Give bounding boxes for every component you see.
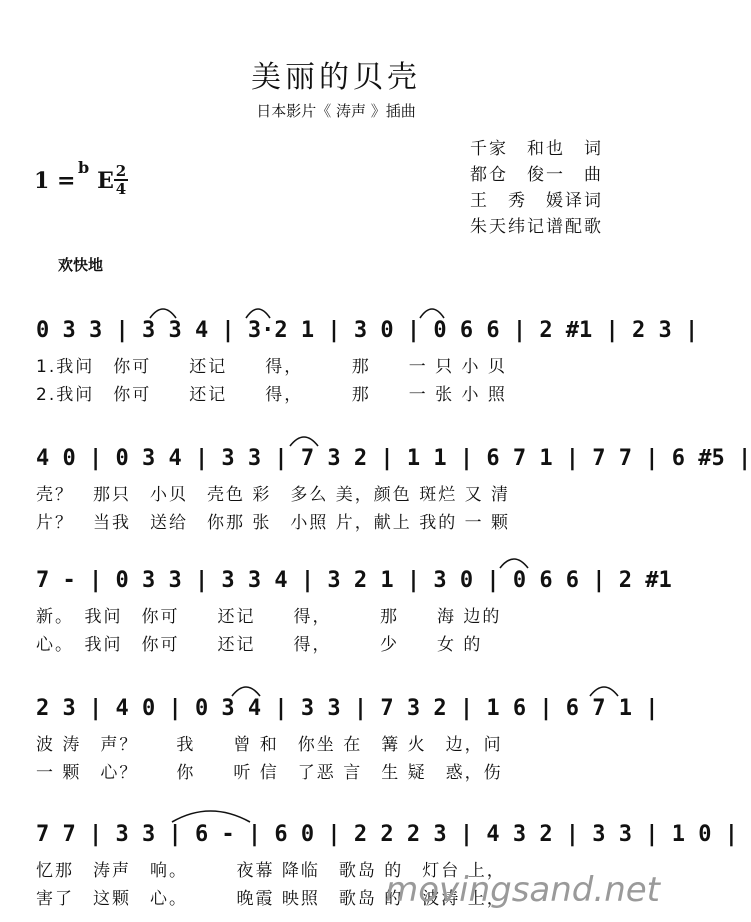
credit-translator: 王 秀 媛译词: [470, 191, 603, 211]
notes-line: 0 3 3 | 3 3 4 | 3·2 1 | 3 0 | 0 6 6 | 2 #1 | 2 3 |: [36, 318, 699, 343]
song-title: 美丽的贝壳: [251, 60, 421, 95]
slur-arc: [150, 309, 176, 318]
credit-arranger: 朱天纬记谱配歌: [470, 217, 603, 237]
lyric-verse-2: 心。 我问 你可 还记 得， 少 女 的: [36, 635, 483, 655]
lyric-verse-2: 一 颗 心？ 你 听 信 了恶 言 生 疑 惑，伤: [36, 763, 503, 783]
lyric-verse-1: 新。 我问 你可 还记 得， 那 海 边的: [36, 607, 502, 627]
tempo-marking: 欢快地: [58, 256, 104, 274]
key-prefix: 1 =: [34, 168, 76, 194]
lyric-verse-2: 片？ 当我 送给 你那 张 小照 片，献上 我的 一 颗: [36, 513, 511, 533]
lyric-verse-1: 忆那 涛声 响。 夜幕 降临 歌岛 的 灯台 上，: [36, 861, 506, 881]
notes-line: 7 - | 0 3 3 | 3 3 4 | 3 2 1 | 3 0 | 0 6 6 | 2 #1: [36, 568, 672, 593]
slur-arc: [232, 687, 260, 696]
notes-line: 2 3 | 4 0 | 0 3 4 | 3 3 | 7 3 2 | 1 6 | 6 7 1 |: [36, 696, 659, 721]
notes-line: 4 0 | 0 3 4 | 3 3 | 7 3 2 | 1 1 | 6 7 1 | 7 7 | 6 #5 |: [36, 446, 751, 471]
lyric-verse-2: 害了 这颗 心。 晚霞 映照 歌岛 的 波涛 上，: [36, 889, 506, 909]
time-denominator: 4: [115, 180, 127, 198]
slur-arc: [420, 309, 444, 318]
watermark: movingsand.net: [385, 870, 660, 910]
credit-lyricist: 千家 和也 词: [470, 139, 603, 159]
lyric-verse-1: 壳？ 那只 小贝 壳色 彩 多么 美，颜色 斑烂 又 清: [36, 485, 511, 505]
slur-arc: [172, 811, 250, 822]
lyric-verse-1: 波 涛 声？ 我 曾 和 你坐 在 篝 火 边，问: [36, 735, 503, 755]
flat-symbol: b: [78, 158, 90, 177]
slur-arc: [246, 309, 270, 318]
lyric-verse-2: 2.我问 你可 还记 得， 那 一 张 小 照: [36, 385, 507, 405]
credit-composer: 都仓 俊一 曲: [470, 165, 603, 185]
notes-line: 7 7 | 3 3 | 6 - | 6 0 | 2 2 2 3 | 4 3 2 | 3 3 | 1 0 |: [36, 822, 738, 847]
lyric-verse-1: 1.我问 你可 还记 得， 那 一 只 小 贝: [36, 357, 507, 377]
slur-arc: [590, 687, 618, 696]
slur-arc: [500, 559, 528, 568]
key-note: E: [97, 168, 114, 194]
song-subtitle: 日本影片《 涛声 》插曲: [256, 102, 416, 120]
slur-arc: [290, 437, 318, 446]
time-numerator: 2: [115, 162, 127, 180]
